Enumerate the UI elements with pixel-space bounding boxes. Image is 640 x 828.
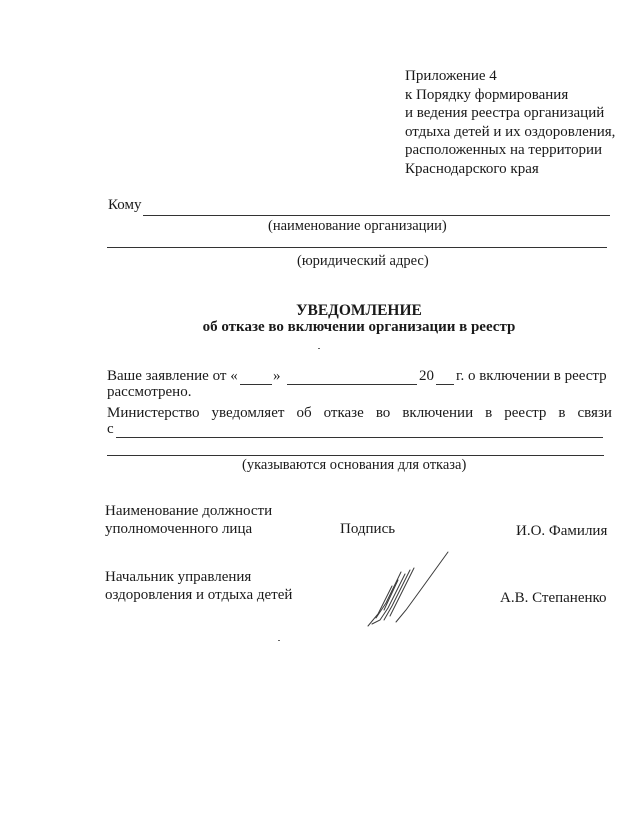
word: отказе xyxy=(323,405,364,421)
year-prefix: 20 xyxy=(419,368,434,384)
word: включении xyxy=(402,405,474,421)
notice-subtitle: об отказе во включении организации в реестр xyxy=(202,319,516,335)
month-blank xyxy=(287,384,417,385)
organization-name-line xyxy=(143,215,610,216)
position-title-line2: уполномоченного лица xyxy=(105,521,253,537)
appendix-line: и ведения реестра организаций xyxy=(405,105,605,121)
appendix-line: отдыха детей и их оздоровления, xyxy=(405,123,616,140)
refusal-statement xyxy=(107,406,612,421)
organization-caption: (наименование организации) xyxy=(268,218,447,234)
address-caption: (юридический адрес) xyxy=(297,253,429,269)
signature-label: Подпись xyxy=(340,521,396,537)
position-title-line1: Наименование должности xyxy=(105,503,273,519)
appendix-line: к Порядку формирования xyxy=(405,86,569,103)
considered-text: рассмотрено. xyxy=(107,384,192,400)
word: реестр xyxy=(504,405,547,421)
scan-speck xyxy=(318,348,320,349)
to-label: Кому xyxy=(108,197,142,213)
word: Министерство xyxy=(107,405,200,421)
notice-title: УВЕДОМЛЕНИЕ xyxy=(296,302,422,319)
official-name: А.В. Степаненко xyxy=(500,590,607,606)
appendix-line: Приложение 4 xyxy=(405,68,497,84)
appendix-note xyxy=(405,67,615,178)
word: во xyxy=(375,405,391,421)
appendix-line: расположенных на территории xyxy=(405,142,603,158)
reason-caption: (указываются основания для отказа) xyxy=(242,457,467,473)
application-subject: г. о включении в реестр xyxy=(456,368,607,384)
legal-address-line xyxy=(107,247,607,248)
official-title-line1: Начальник управления xyxy=(105,569,252,585)
name-label: И.О. Фамилия xyxy=(516,523,608,539)
quote-close: » xyxy=(273,368,281,384)
official-title-line2: оздоровления и отдыха детей xyxy=(105,587,293,603)
day-blank xyxy=(240,384,272,385)
reason-line-1 xyxy=(116,437,603,438)
handwritten-signature xyxy=(362,548,454,628)
word: в xyxy=(485,405,493,421)
word: в xyxy=(558,405,566,421)
reason-prefix: с xyxy=(107,421,114,437)
reason-line-2 xyxy=(107,455,604,456)
scan-speck xyxy=(278,640,280,641)
word: об xyxy=(296,405,312,421)
appendix-line: Краснодарского края xyxy=(405,160,539,177)
word: связи xyxy=(577,405,612,421)
word: уведомляет xyxy=(211,405,285,421)
application-date-prefix: Ваше заявление от « xyxy=(107,368,238,384)
year-blank xyxy=(436,384,454,385)
